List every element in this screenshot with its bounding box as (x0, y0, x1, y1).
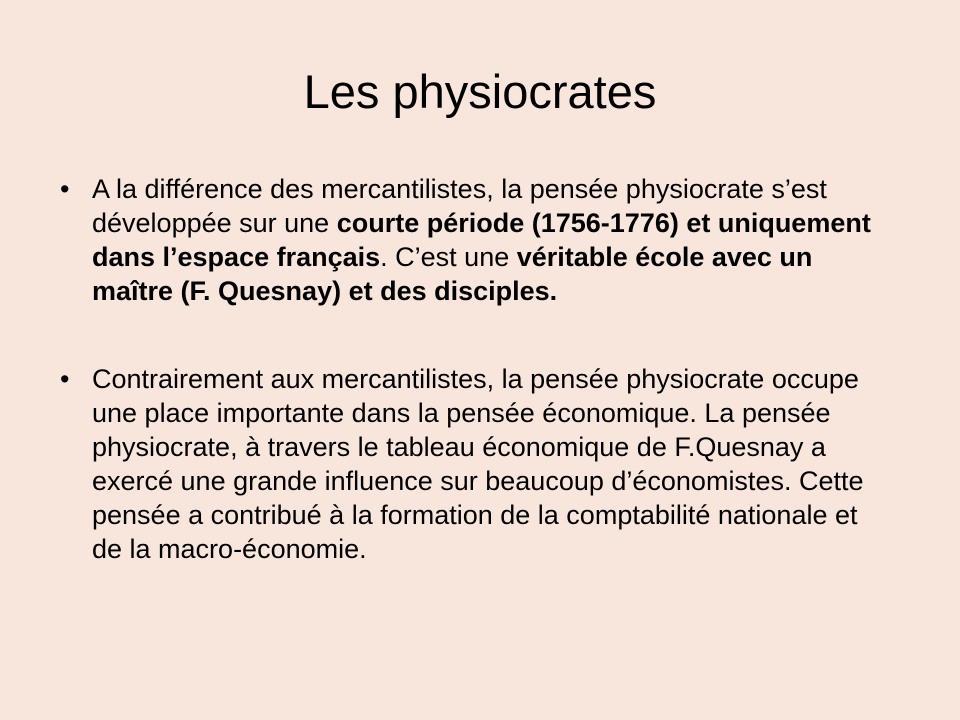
bullet-text (92, 174, 871, 306)
bullet-dot-icon: • (60, 174, 70, 204)
text-segment: A la différence des mercantilistes, la pensée physiocrate s’est développée sur une (92, 174, 827, 238)
bullet-dot-icon: • (60, 364, 70, 394)
bold-segment: véritable école avec un maître (F. Quesnay) et des disciples. (92, 242, 813, 306)
text-segment: . C’est une (380, 242, 517, 272)
text-segment: Contrairement aux mercantilistes, la pensée physiocrate occupe une place importante dans la pensée économique. La pensée physiocrate, à travers le tableau économique de F.Quesnay a exercé une grande influence sur beaucoup d’économistes. Cette pensée a contribué à la formation de la comptabilité nationale et de la macro-économie. (92, 364, 864, 564)
bullet-text (92, 364, 864, 564)
bullet-item-2 (60, 362, 890, 566)
bullet-list (60, 172, 890, 620)
bold-segment: courte période (1756-1776) et uniquement dans l’espace français (92, 208, 871, 272)
bullet-item-1 (60, 172, 890, 308)
slide-title: Les physiocrates (303, 65, 657, 118)
